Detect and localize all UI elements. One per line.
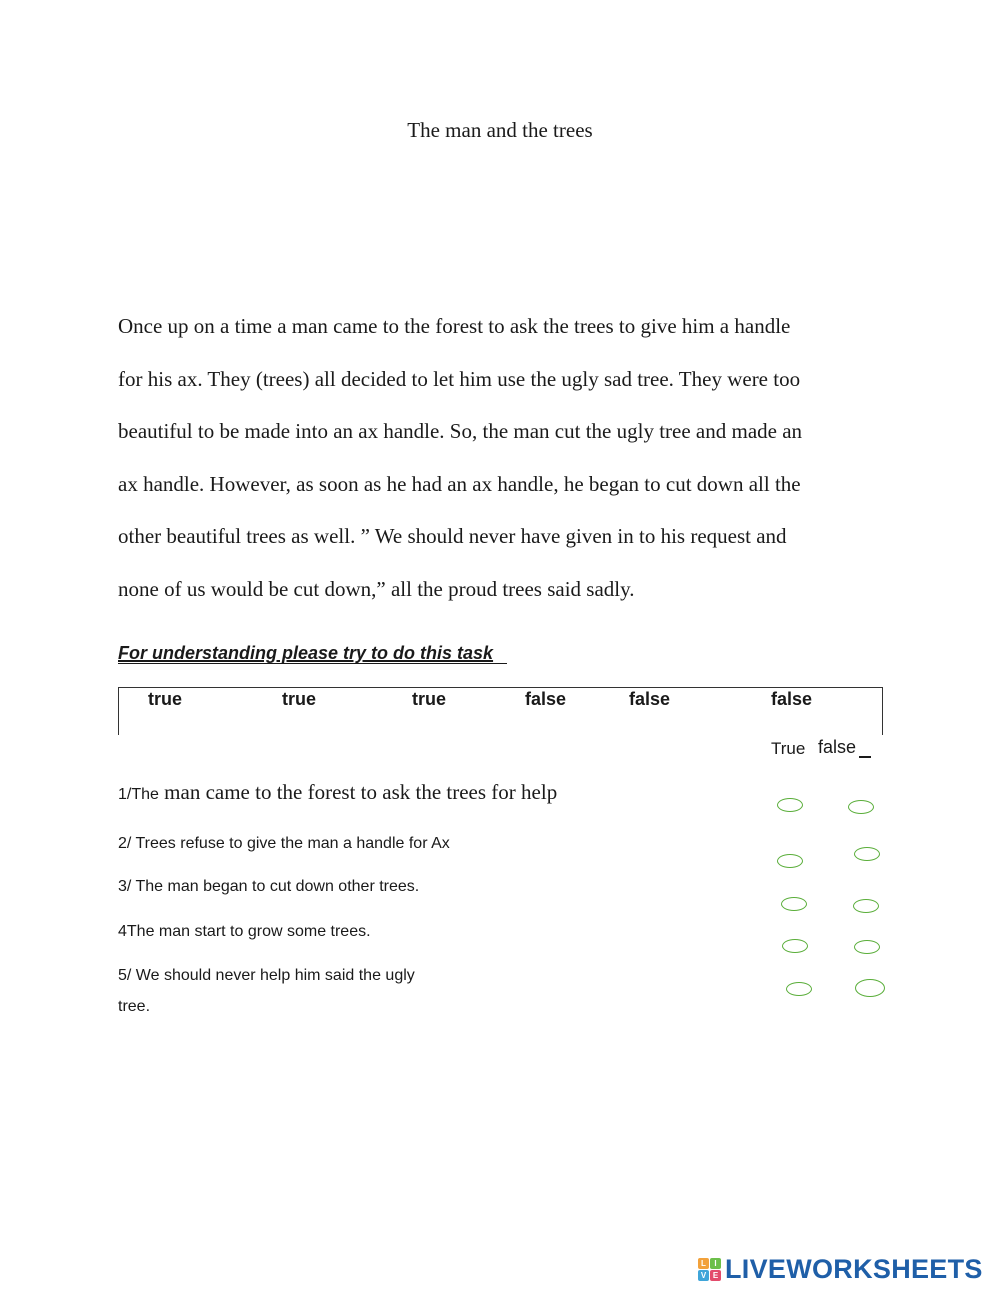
word-bank-item: false bbox=[629, 689, 671, 709]
story-line: none of us would be cut down,” all the proud trees said sadly. bbox=[118, 577, 635, 601]
answer-4-true-oval[interactable] bbox=[782, 939, 808, 953]
word-bank-item: false bbox=[525, 689, 567, 709]
story-line: other beautiful trees as well. ” We should never have given in to his request and bbox=[118, 524, 787, 548]
logo-block: E bbox=[710, 1270, 721, 1281]
logo-blocks-icon bbox=[698, 1258, 721, 1281]
logo-block: I bbox=[710, 1258, 721, 1269]
word-bank-item: true bbox=[148, 689, 183, 709]
question-1-prefix: 1/The bbox=[118, 786, 159, 803]
brand-name: LIVEWORKSHEETS bbox=[725, 1253, 983, 1284]
answer-1-false-oval[interactable] bbox=[848, 800, 874, 814]
question-5: 5/ We should never help him said the ugly bbox=[118, 967, 415, 984]
question-5-continued: tree. bbox=[118, 998, 151, 1015]
liveworksheets-logo bbox=[698, 1252, 983, 1286]
answer-2-true-oval[interactable] bbox=[777, 854, 803, 868]
word-bank-item: true bbox=[282, 689, 317, 709]
question-1 bbox=[118, 780, 557, 805]
story-line: Once up on a time a man came to the forest to ask the trees to give him a handle bbox=[118, 314, 791, 338]
true-column-label: True bbox=[771, 739, 806, 758]
answer-2-false-oval[interactable] bbox=[854, 847, 880, 861]
story-line: beautiful to be made into an ax handle. So, the man cut the ugly tree and made an bbox=[118, 419, 803, 443]
task-heading: For understanding please try to do this task bbox=[118, 643, 507, 664]
story-line: for his ax. They (trees) all decided to let him use the ugly sad tree. They were too bbox=[118, 367, 801, 391]
question-1-text: man came to the forest to ask the trees for help bbox=[158, 780, 558, 804]
page-title: The man and the trees bbox=[407, 118, 593, 142]
underline-mark bbox=[859, 756, 871, 758]
question-2: 2/ Trees refuse to give the man a handle for Ax bbox=[118, 835, 450, 852]
logo-block: V bbox=[698, 1270, 709, 1281]
word-bank-item: true bbox=[412, 689, 447, 709]
answer-3-false-oval[interactable] bbox=[853, 899, 879, 913]
answer-4-false-oval[interactable] bbox=[854, 940, 880, 954]
false-column-label: false bbox=[818, 737, 857, 757]
word-bank-box bbox=[118, 687, 883, 735]
word-bank-item: false bbox=[771, 689, 813, 709]
question-3: 3/ The man began to cut down other trees. bbox=[118, 878, 420, 895]
answer-5-false-oval[interactable] bbox=[855, 979, 885, 997]
logo-block: L bbox=[698, 1258, 709, 1269]
question-4: 4The man start to grow some trees. bbox=[118, 923, 371, 940]
answer-3-true-oval[interactable] bbox=[781, 897, 807, 911]
answer-5-true-oval[interactable] bbox=[786, 982, 812, 996]
story-line: ax handle. However, as soon as he had an ax handle, he began to cut down all the bbox=[118, 472, 801, 496]
answer-1-true-oval[interactable] bbox=[777, 798, 803, 812]
